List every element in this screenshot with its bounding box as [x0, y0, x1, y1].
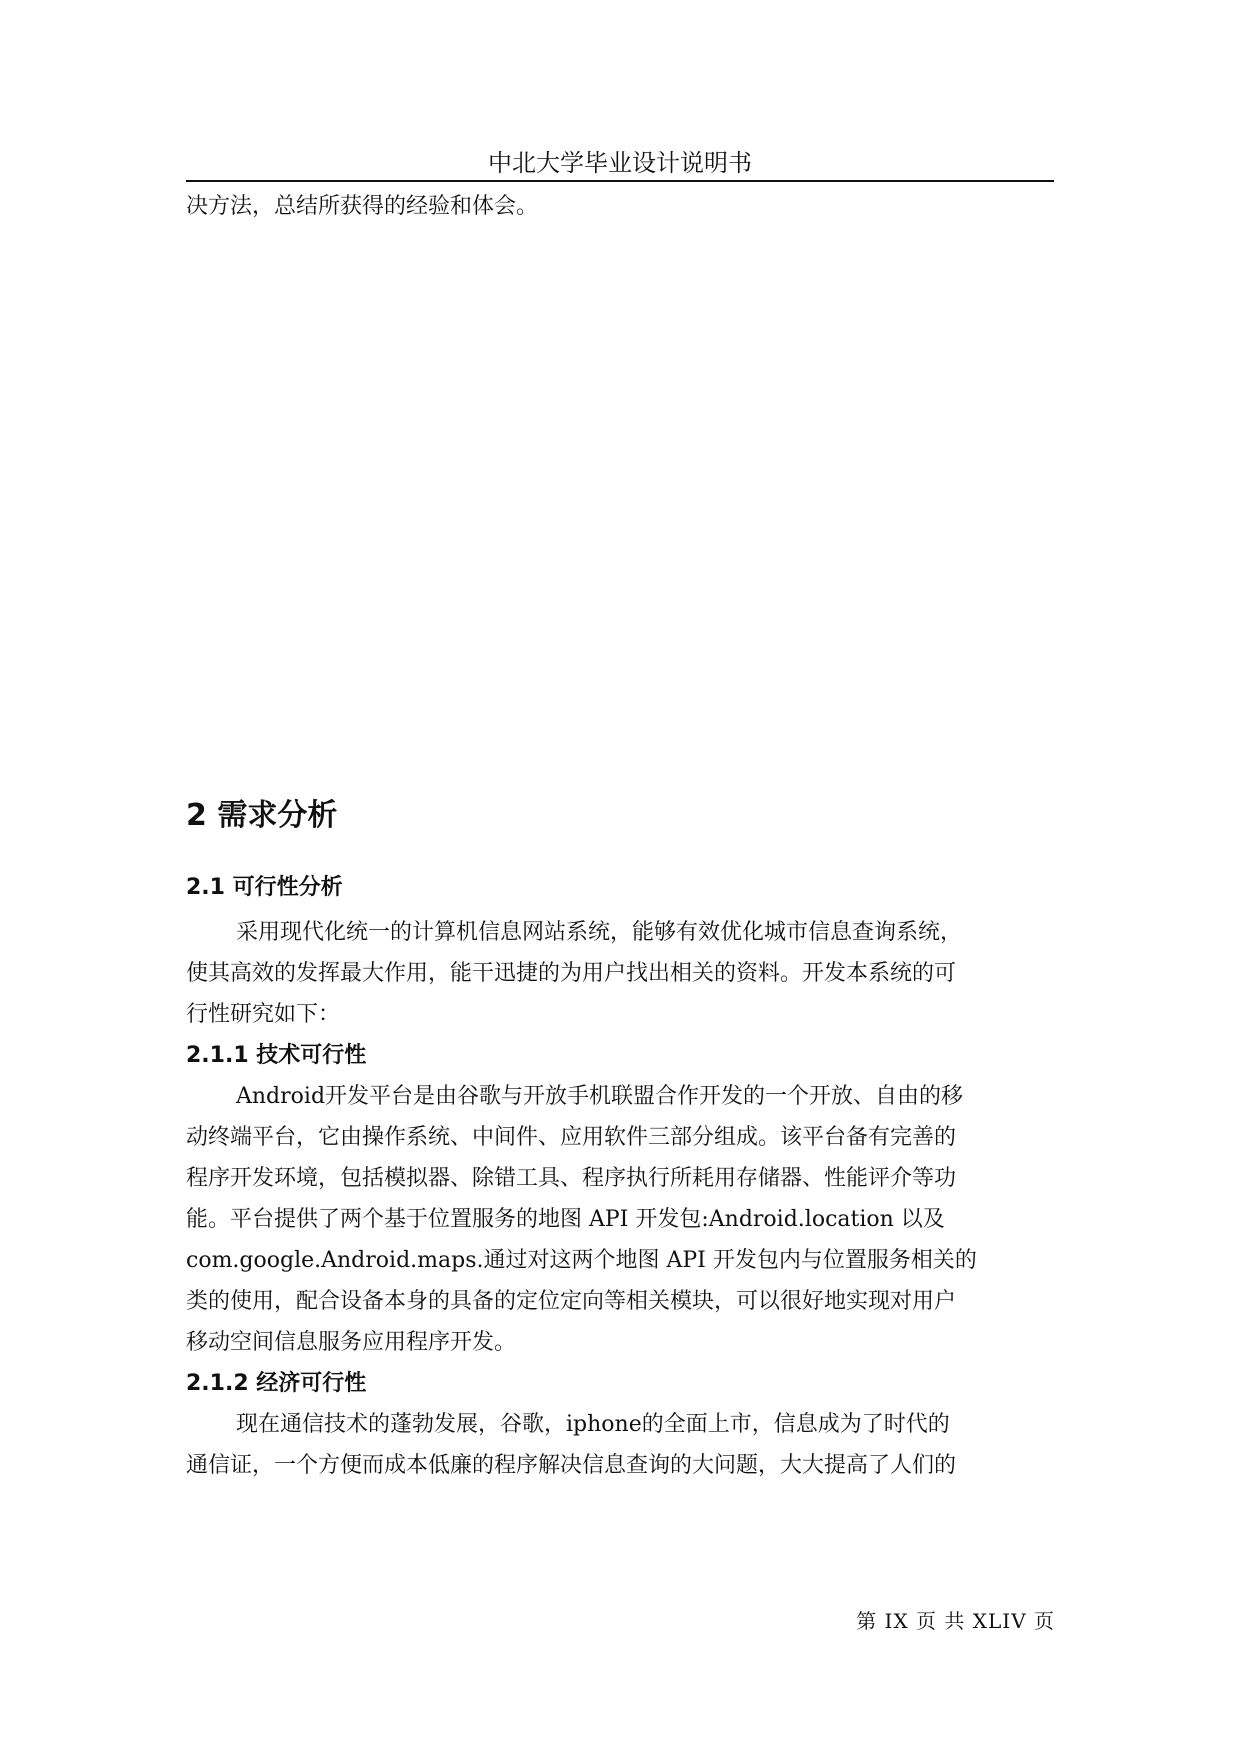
- page-header: 中北大学毕业设计说明书: [186, 146, 1054, 182]
- section-title-2-1: 2.1 可行性分析: [186, 875, 343, 900]
- paragraph-line: 移动空间信息服务应用程序开发。: [186, 1330, 517, 1355]
- paragraph-line: 决方法，总结所获得的经验和体会。: [186, 194, 539, 219]
- paragraph-line: 动终端平台，它由操作系统、中间件、应用软件三部分组成。该平台备有完善的: [186, 1125, 957, 1150]
- section-title-2-1-2: 2.1.2 经济可行性: [186, 1371, 367, 1396]
- paragraph-line: com.google.Android.maps.通过对这两个地图 API 开发包内与位置服务相关的: [186, 1248, 977, 1273]
- paragraph-line: Android开发平台是由谷歌与开放手机联盟合作开发的一个开放、自由的移: [236, 1084, 964, 1109]
- intro-paragraph: [186, 186, 1054, 227]
- section-title-2-1-1: 2.1.1 技术可行性: [186, 1043, 367, 1068]
- chapter-title: 2 需求分析: [186, 798, 338, 833]
- paragraph-line: 通信证，一个方便而成本低廉的程序解决信息查询的大问题，大大提高了人们的: [186, 1453, 957, 1478]
- paragraph-line: 现在通信技术的蓬勃发展，谷歌，iphone的全面上市，信息成为了时代的: [236, 1412, 950, 1437]
- paragraph-line: 能。平台提供了两个基于位置服务的地图 API 开发包:Android.location 以及: [186, 1207, 945, 1232]
- paragraph-line: 使其高效的发挥最大作用，能干迅捷的为用户找出相关的资料。开发本系统的可: [186, 961, 957, 986]
- section-2-1-body: [186, 912, 1054, 1486]
- paragraph-line: 程序开发环境，包括模拟器、除错工具、程序执行所耗用存储器、性能评介等功: [186, 1166, 957, 1191]
- page-number: 第 IX 页 共 XLIV 页: [856, 1609, 1055, 1633]
- paragraph-line: 类的使用，配合设备本身的具备的定位定向等相关模块，可以很好地实现对用户: [186, 1289, 957, 1314]
- paragraph-line: 采用现代化统一的计算机信息网站系统，能够有效优化城市信息查询系统，: [236, 920, 963, 945]
- paragraph-line: 行性研究如下：: [186, 1002, 341, 1027]
